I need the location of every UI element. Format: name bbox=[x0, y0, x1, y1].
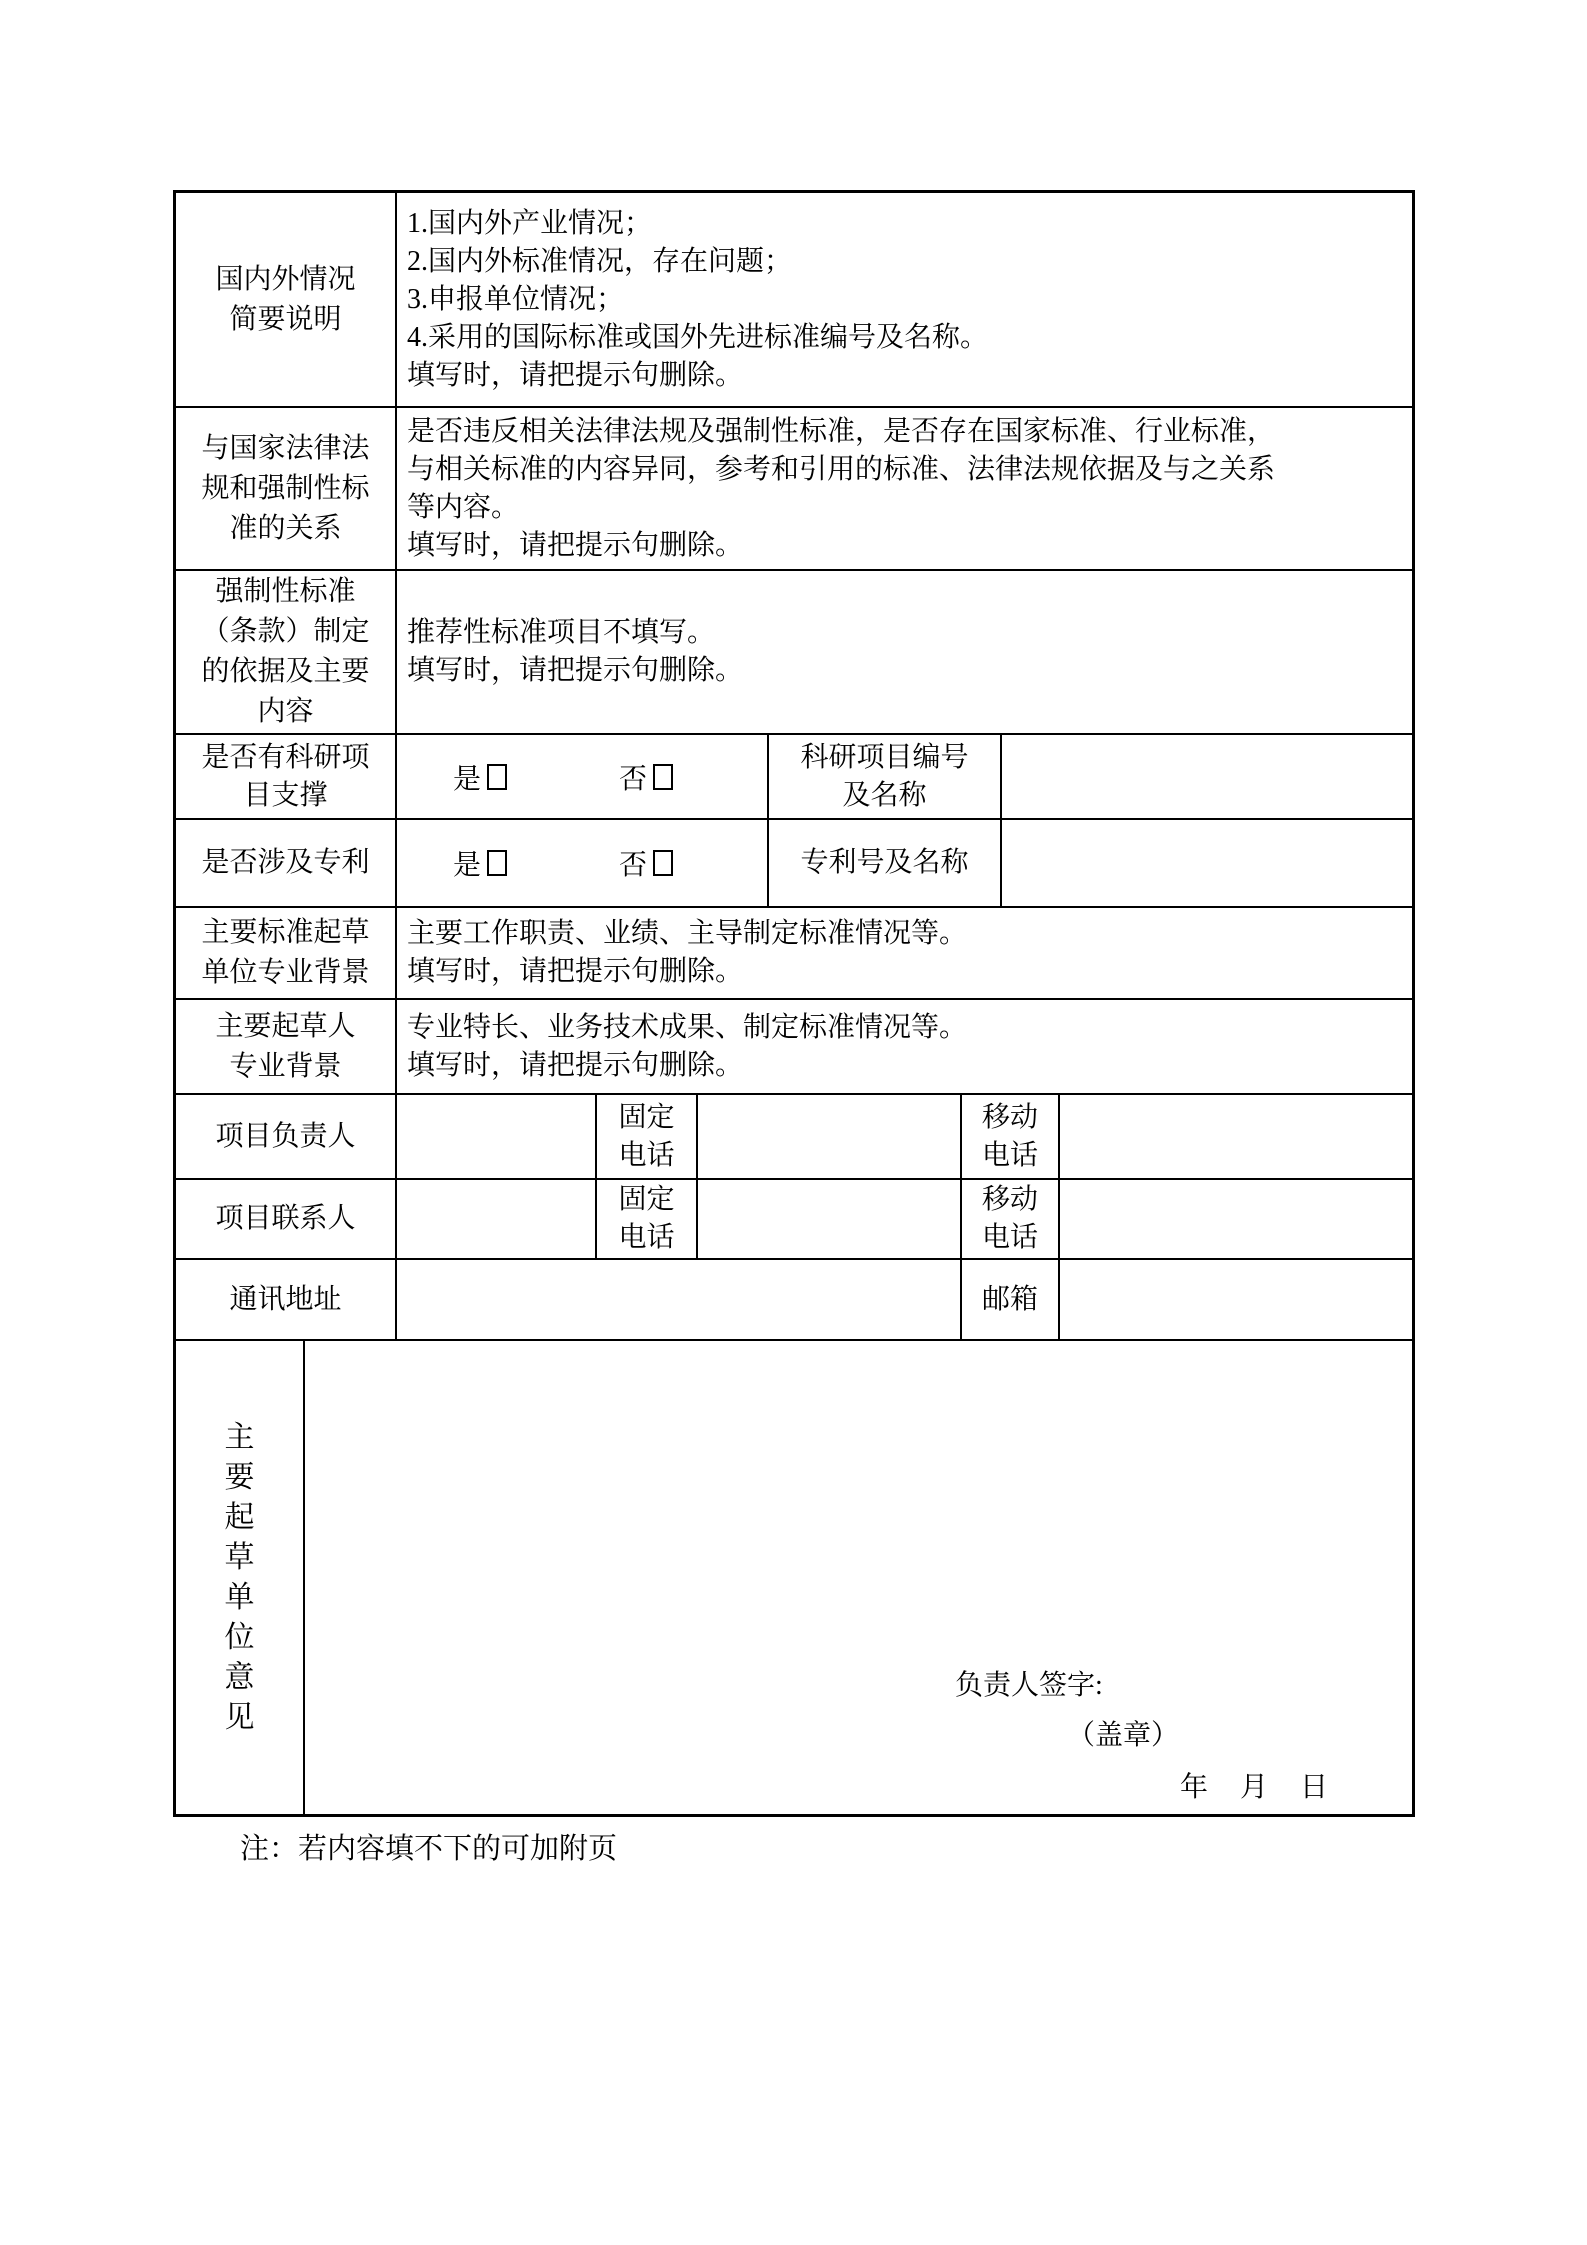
content-line: 主要工作职责、业绩、主导制定标准情况等。 bbox=[407, 918, 968, 949]
drafter-bg-label bbox=[176, 1000, 397, 1093]
label-line: 主要标准起草 bbox=[201, 917, 370, 948]
leader-mobile-phone-input[interactable] bbox=[1060, 1095, 1412, 1178]
research-ref-label bbox=[769, 735, 1002, 818]
contact-name-input[interactable] bbox=[397, 1180, 597, 1258]
label-line: 移动 bbox=[981, 1101, 1038, 1133]
table-row bbox=[176, 1341, 1412, 1814]
table-row bbox=[176, 1260, 1412, 1341]
unit-bg-label bbox=[176, 908, 397, 998]
research-yesno-cell bbox=[397, 735, 769, 818]
label-line: 电话 bbox=[981, 1222, 1038, 1253]
no-label: 否 bbox=[619, 763, 648, 795]
patent-no-checkbox[interactable] bbox=[653, 850, 673, 876]
label-line: 国内外情况 bbox=[215, 263, 356, 295]
legal-label bbox=[176, 408, 397, 569]
label-line: 准的关系 bbox=[229, 512, 342, 544]
content-line: 是否违反相关法律法规及强制性标准，是否存在国家标准、行业标准， bbox=[407, 415, 1276, 447]
table-row bbox=[176, 735, 1412, 820]
overview-label bbox=[176, 193, 397, 406]
content-line: 专业特长、业务技术成果、制定标准情况等。 bbox=[407, 1011, 968, 1043]
no-label: 否 bbox=[619, 850, 648, 881]
label-char: 位 bbox=[224, 1620, 255, 1654]
leader-label bbox=[176, 1095, 397, 1178]
research-label bbox=[176, 735, 397, 818]
label-char: 主 bbox=[224, 1420, 255, 1454]
label-line: 电话 bbox=[618, 1139, 675, 1171]
label-line: 专利号及名称 bbox=[800, 847, 969, 878]
contact-fixed-phone-label bbox=[597, 1180, 698, 1258]
label-line: 内容 bbox=[257, 696, 314, 727]
content-line: 等内容。 bbox=[407, 491, 520, 523]
label-char: 草 bbox=[224, 1540, 255, 1574]
label-line: 规和强制性标 bbox=[201, 472, 370, 504]
label-line: 是否有科研项 bbox=[201, 741, 370, 773]
signature-label: 负责人签字: bbox=[955, 1670, 1103, 1701]
content-line: 填写时，请把提示句删除。 bbox=[407, 956, 744, 987]
patent-yes-option[interactable] bbox=[453, 843, 507, 883]
table-row bbox=[176, 820, 1412, 908]
patent-ref-label bbox=[769, 820, 1002, 906]
label-char: 起 bbox=[224, 1500, 255, 1534]
research-yes-checkbox[interactable] bbox=[487, 764, 507, 790]
yes-label: 是 bbox=[453, 850, 482, 881]
label-char: 要 bbox=[224, 1460, 255, 1494]
label-line: 是否涉及专利 bbox=[201, 847, 370, 878]
patent-yes-checkbox[interactable] bbox=[487, 850, 507, 876]
label-line: 单位专业背景 bbox=[201, 957, 370, 988]
label-line: 项目负责人 bbox=[215, 1120, 356, 1152]
research-ref-input[interactable] bbox=[1002, 735, 1412, 818]
patent-no-option[interactable] bbox=[619, 843, 673, 883]
label-line: （条款）制定 bbox=[201, 616, 370, 647]
label-line: 固定 bbox=[618, 1101, 675, 1133]
patent-yesno-cell bbox=[397, 820, 769, 906]
seal-label: （盖章） bbox=[1067, 1720, 1180, 1751]
mandatory-label bbox=[176, 571, 397, 733]
label-line: 电话 bbox=[981, 1139, 1038, 1171]
contact-mobile-phone-label bbox=[962, 1180, 1060, 1258]
content-line: 与相关标准的内容异同，参考和引用的标准、法律法规依据及与之关系 bbox=[407, 453, 1276, 485]
label-line: 与国家法律法 bbox=[201, 432, 370, 464]
leader-name-input[interactable] bbox=[397, 1095, 597, 1178]
contact-mobile-phone-input[interactable] bbox=[1060, 1180, 1412, 1258]
unit-bg-content-field[interactable] bbox=[397, 908, 1412, 998]
contact-label bbox=[176, 1180, 397, 1258]
overview-content-field[interactable] bbox=[397, 193, 1412, 406]
label-char: 意 bbox=[224, 1660, 255, 1694]
label-line: 专业背景 bbox=[229, 1050, 342, 1082]
table-row bbox=[176, 1000, 1412, 1095]
label-line: 电话 bbox=[618, 1222, 675, 1253]
content-line: 1.国内外产业情况； bbox=[407, 207, 653, 239]
label-line: 的依据及主要 bbox=[201, 656, 370, 687]
content-line: 填写时，请把提示句删除。 bbox=[407, 655, 744, 686]
content-line: 2.国内外标准情况，存在问题； bbox=[407, 245, 793, 277]
label-line: 科研项目编号 bbox=[800, 741, 969, 773]
patent-ref-input[interactable] bbox=[1002, 820, 1412, 906]
research-no-checkbox[interactable] bbox=[653, 764, 673, 790]
table-row bbox=[176, 408, 1412, 571]
label-line: 通讯地址 bbox=[229, 1283, 342, 1315]
content-line: 填写时，请把提示句删除。 bbox=[407, 359, 744, 391]
email-input[interactable] bbox=[1060, 1260, 1412, 1339]
drafter-bg-content-field[interactable] bbox=[397, 1000, 1412, 1093]
opinion-content-field[interactable] bbox=[305, 1341, 1412, 1814]
content-line: 填写时，请把提示句删除。 bbox=[407, 1049, 744, 1081]
address-label bbox=[176, 1260, 397, 1339]
content-line: 3.申报单位情况； bbox=[407, 283, 625, 315]
mandatory-content-field[interactable] bbox=[397, 571, 1412, 733]
patent-label bbox=[176, 820, 397, 906]
label-line: 移动 bbox=[981, 1184, 1038, 1215]
label-line: 目支撑 bbox=[243, 779, 328, 811]
address-input[interactable] bbox=[397, 1260, 962, 1339]
content-line: 推荐性标准项目不填写。 bbox=[407, 617, 716, 648]
label-char: 见 bbox=[224, 1700, 255, 1734]
research-yes-option[interactable] bbox=[453, 757, 507, 797]
footer-note: 注：若内容填不下的可加附页 bbox=[240, 1833, 618, 1865]
label-line: 强制性标准 bbox=[215, 576, 356, 607]
table-row bbox=[176, 908, 1412, 1000]
table-row bbox=[176, 193, 1412, 408]
research-no-option[interactable] bbox=[619, 757, 673, 797]
label-line: 及名称 bbox=[842, 779, 927, 811]
content-line: 填写时，请把提示句删除。 bbox=[407, 529, 744, 561]
date-label: 年 月 日 bbox=[1180, 1772, 1331, 1803]
label-line: 项目联系人 bbox=[215, 1203, 356, 1234]
table-row bbox=[176, 1180, 1412, 1260]
leader-mobile-phone-label bbox=[962, 1095, 1060, 1178]
label-line: 主要起草人 bbox=[215, 1010, 356, 1042]
table-row bbox=[176, 1095, 1412, 1180]
label-line: 简要说明 bbox=[229, 303, 342, 335]
leader-fixed-phone-label bbox=[597, 1095, 698, 1178]
label-char: 单 bbox=[224, 1580, 255, 1614]
label-line: 固定 bbox=[618, 1184, 675, 1215]
application-form-table bbox=[173, 190, 1415, 1817]
yes-label: 是 bbox=[453, 763, 482, 795]
content-line: 4.采用的国际标准或国外先进标准编号及名称。 bbox=[407, 321, 989, 353]
label-line: 邮箱 bbox=[981, 1283, 1038, 1315]
legal-content-field[interactable] bbox=[397, 408, 1412, 569]
opinion-label bbox=[176, 1341, 305, 1814]
leader-fixed-phone-input[interactable] bbox=[698, 1095, 962, 1178]
email-label bbox=[962, 1260, 1060, 1339]
contact-fixed-phone-input[interactable] bbox=[698, 1180, 962, 1258]
table-row bbox=[176, 571, 1412, 735]
